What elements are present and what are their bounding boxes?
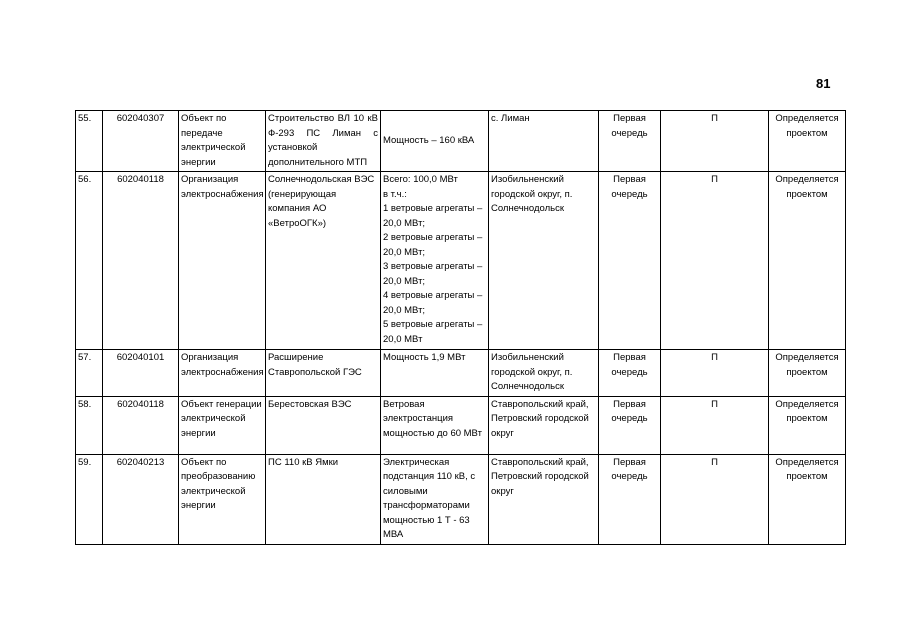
row-number: 56.: [76, 172, 103, 350]
object-type: Объект генерации электрической энергии: [179, 396, 266, 454]
object-code: 602040307: [103, 111, 179, 172]
object-status: П: [661, 111, 769, 172]
object-location: Ставропольский край, Петровский городской округ: [489, 396, 599, 454]
object-type: Объект по преобразованию электрической энергии: [179, 454, 266, 544]
object-location: Изобильненский городской округ, п. Солнечнодольск: [489, 350, 599, 397]
object-queue: Первая очередь: [599, 350, 661, 397]
parameter-line: в т.ч.:: [383, 188, 407, 200]
object-zone: Определяется проектом: [769, 454, 846, 544]
object-type: Организация электроснабжения: [179, 350, 266, 397]
object-location: Изобильненский городской округ, п. Солнечнодольск: [489, 172, 599, 350]
object-code: 602040101: [103, 350, 179, 397]
table-row: [76, 111, 846, 172]
object-status: П: [661, 396, 769, 454]
table-row: [76, 454, 846, 544]
object-location: Ставропольский край, Петровский городской округ: [489, 454, 599, 544]
parameter-line: 1 ветровые агрегаты – 20,0 МВт;: [383, 203, 483, 229]
object-type: Объект по передаче электрической энергии: [179, 111, 266, 172]
page-number: 81: [816, 76, 831, 91]
object-zone: Определяется проектом: [769, 172, 846, 350]
object-name: Строительство ВЛ 10 кВ Ф-293 ПС Лиман с установкой дополнительного МТП: [266, 111, 381, 172]
object-code: 602040118: [103, 172, 179, 350]
parameter-line: Всего: 100,0 МВт: [383, 174, 458, 185]
row-number: 57.: [76, 350, 103, 397]
objects-table: [75, 110, 846, 545]
table-row: [76, 350, 846, 397]
object-parameters: [381, 111, 489, 172]
object-zone: Определяется проектом: [769, 396, 846, 454]
object-name: Берестовская ВЭС: [266, 396, 381, 454]
object-queue: Первая очередь: [599, 111, 661, 172]
parameter-line: Мощность – 160 кВА: [383, 134, 475, 146]
object-queue: Первая очередь: [599, 172, 661, 350]
parameter-line: 4 ветровые агрегаты – 20,0 МВт;: [383, 290, 483, 316]
parameter-line: 3 ветровые агрегаты – 20,0 МВт;: [383, 261, 483, 287]
object-zone: Определяется проектом: [769, 350, 846, 397]
object-parameters: [381, 396, 489, 454]
object-code: 602040118: [103, 396, 179, 454]
object-parameters: [381, 172, 489, 350]
parameter-line: 5 ветровые агрегаты – 20,0 МВт: [383, 319, 483, 345]
parameter-line: Электрическая подстанция 110 кВ, с силовыми трансформаторами мощностью 1 Т - 63 МВА: [383, 456, 476, 540]
parameter-line: Мощность 1,9 МВт: [383, 352, 466, 363]
table-row: [76, 396, 846, 454]
parameter-line: Ветровая электростанция мощностью до 60 МВт: [383, 398, 482, 439]
object-status: П: [661, 454, 769, 544]
row-number: 58.: [76, 396, 103, 454]
table-row: [76, 172, 846, 350]
object-code: 602040213: [103, 454, 179, 544]
object-queue: Первая очередь: [599, 454, 661, 544]
row-number: 59.: [76, 454, 103, 544]
object-zone: Определяется проектом: [769, 111, 846, 172]
object-status: П: [661, 350, 769, 397]
parameter-line: 2 ветровые агрегаты – 20,0 МВт;: [383, 232, 483, 258]
object-name: ПС 110 кВ Ямки: [266, 454, 381, 544]
object-status: П: [661, 172, 769, 350]
object-queue: Первая очередь: [599, 396, 661, 454]
object-parameters: [381, 454, 489, 544]
object-type: Организация электроснабжения: [179, 172, 266, 350]
object-name: Солнечнодольская ВЭС (генерирующая компания АО «ВетроОГК»): [266, 172, 381, 350]
object-location: с. Лиман: [489, 111, 599, 172]
object-name: Расширение Ставропольской ГЭС: [266, 350, 381, 397]
object-parameters: [381, 350, 489, 397]
row-number: 55.: [76, 111, 103, 172]
